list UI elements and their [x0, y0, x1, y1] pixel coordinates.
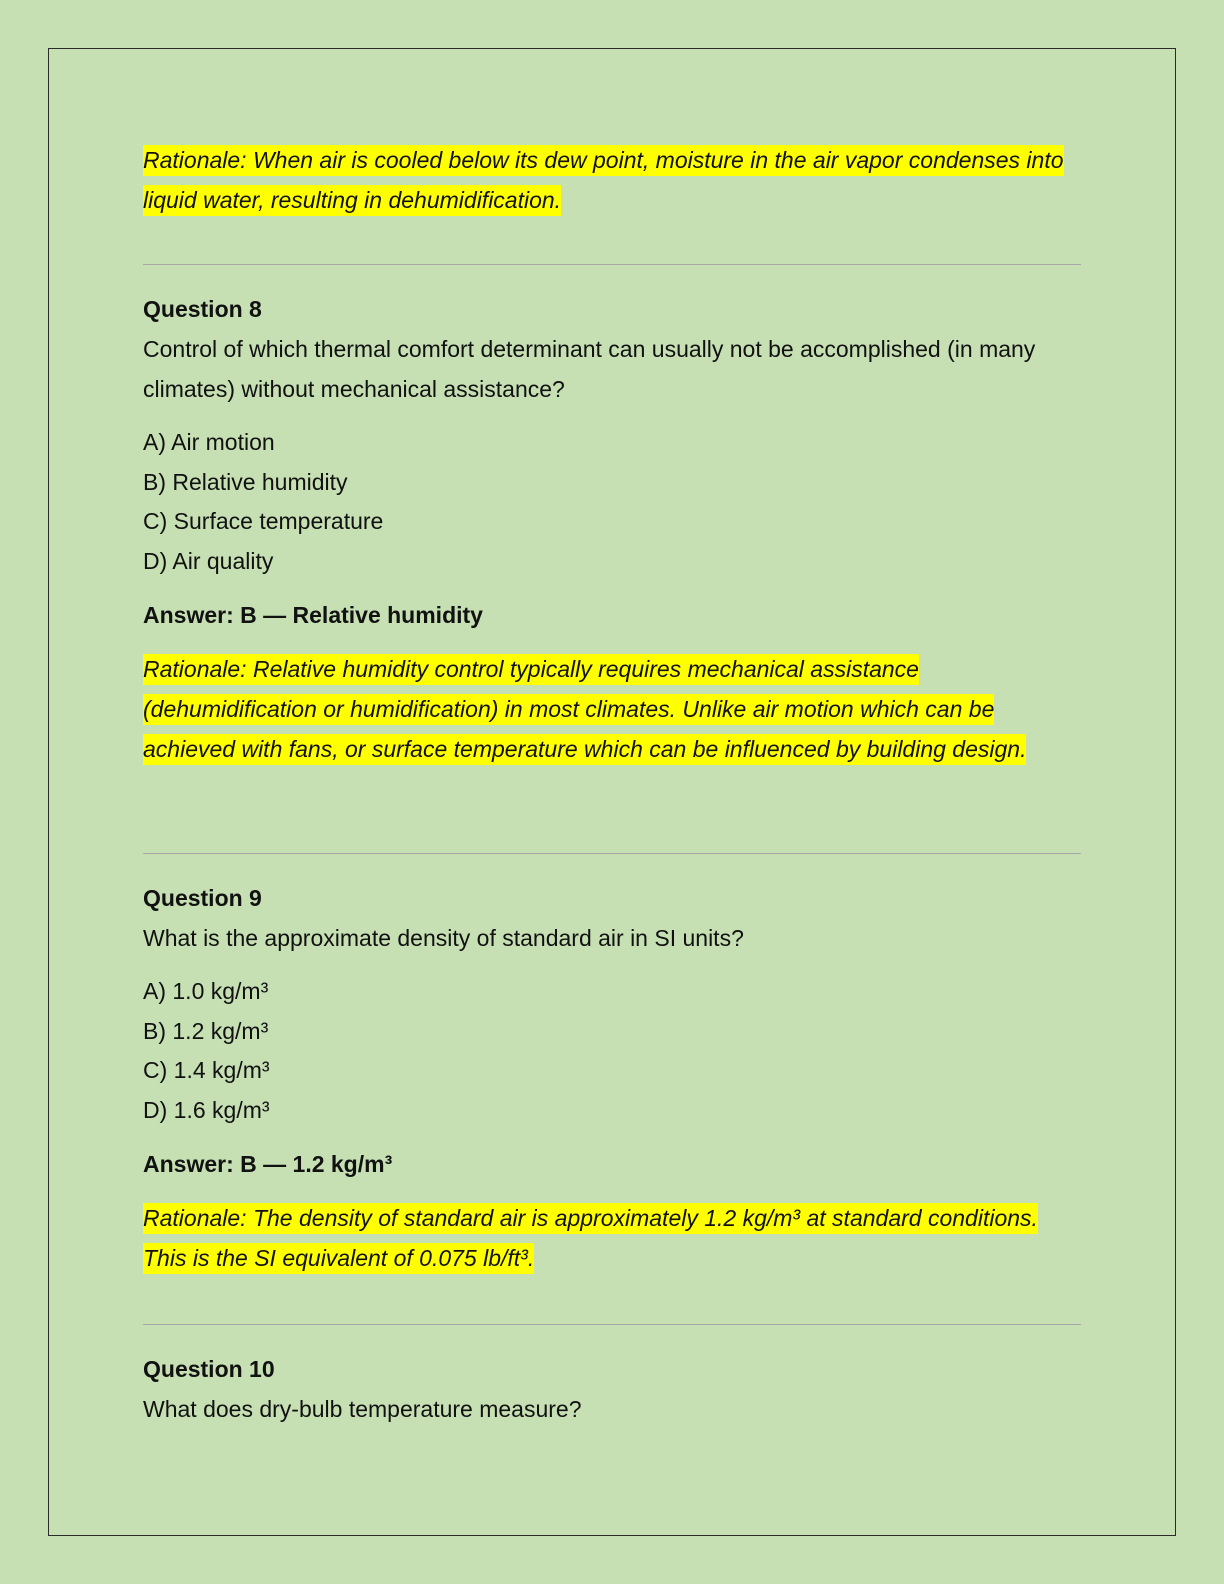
answer-options: [143, 972, 1083, 1130]
question-7-rationale: [143, 140, 1083, 220]
question-title: Question 10: [143, 1356, 275, 1382]
rationale-highlight: Rationale: Relative humidity control typically requires mechanical assistance (dehumidification or humidification) in most climates. Unlike air motion which can be achieved with fans, or surface temperature which can be influenced by building design.: [143, 654, 1026, 765]
option-b: B) 1.2 kg/m³: [143, 1017, 269, 1044]
answer-options: [143, 423, 1083, 581]
section-divider: [143, 1324, 1081, 1325]
option-a: A) 1.0 kg/m³: [143, 978, 269, 1004]
question-text: Control of which thermal comfort determinant can usually not be accomplished (in many climates) without mechanical assistance?: [143, 336, 1036, 402]
option-a: A) Air motion: [143, 429, 275, 455]
option-c: C) 1.4 kg/m³: [143, 1057, 270, 1083]
rationale-highlight: Rationale: The density of standard air is approximately 1.2 kg/m³ at standard conditions. This is the SI equivalent of 0.075 lb/ft³.: [143, 1203, 1038, 1274]
question-text: What does dry-bulb temperature measure?: [143, 1396, 582, 1422]
option-c: C) Surface temperature: [143, 508, 384, 534]
rationale-text: [143, 649, 1083, 769]
question-10: [143, 1349, 1083, 1429]
question-title: Question 8: [143, 296, 262, 322]
page-frame: [48, 48, 1176, 1536]
rationale-text: [143, 1198, 1083, 1278]
question-8: [143, 289, 1083, 769]
section-divider: [143, 853, 1081, 854]
option-b: B) Relative humidity: [143, 468, 348, 495]
option-d: D) 1.6 kg/m³: [143, 1096, 270, 1123]
question-9: [143, 878, 1083, 1278]
section-divider: [143, 264, 1081, 265]
question-text: What is the approximate density of standard air in SI units?: [143, 925, 744, 951]
answer-line: Answer: B — Relative humidity: [143, 602, 483, 628]
question-title: Question 9: [143, 885, 262, 911]
answer-line: Answer: B — 1.2 kg/m³: [143, 1151, 393, 1177]
option-d: D) Air quality: [143, 547, 274, 574]
rationale-text: [143, 140, 1083, 220]
rationale-highlight: Rationale: When air is cooled below its dew point, moisture in the air vapor condenses into liquid water, resulting in dehumidification.: [143, 145, 1064, 216]
